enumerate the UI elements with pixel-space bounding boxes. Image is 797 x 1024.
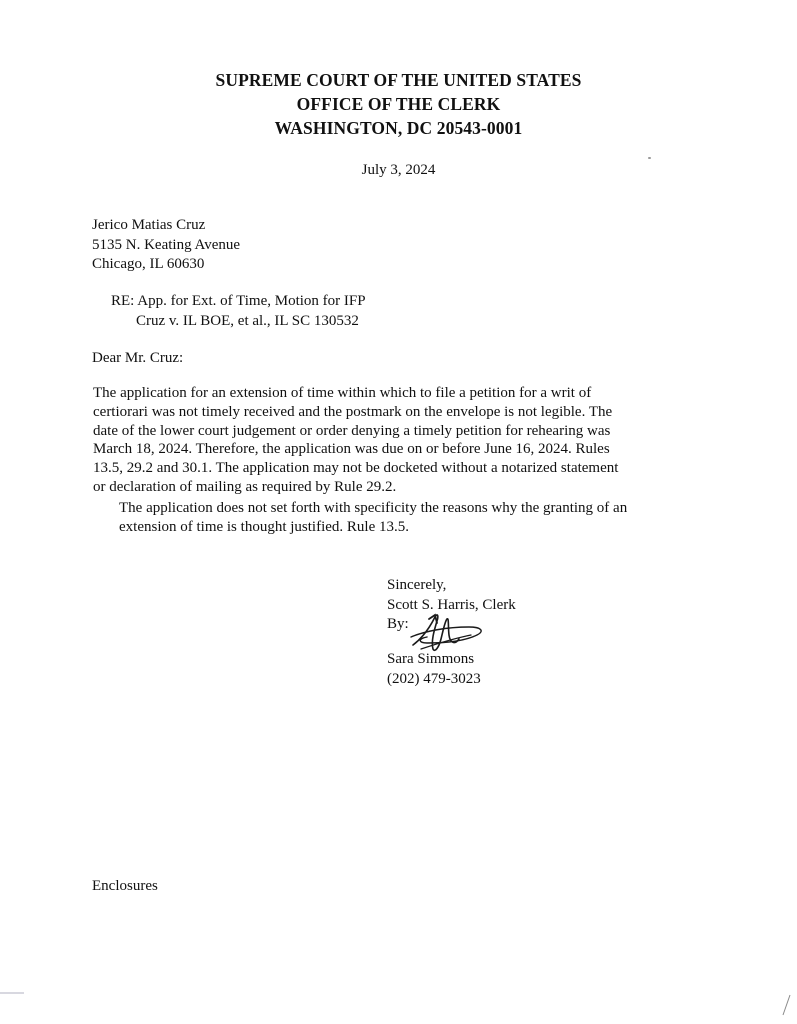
scan-edge-mark [0,990,26,996]
letterhead [0,68,797,140]
recipient-name: Jerico Matias Cruz [92,217,206,233]
by-label: By: [387,616,409,632]
body-line: The application for an extension of time within which to file a petition for a writ of [93,385,592,401]
deputy-clerk-name: Sara Simmons [387,651,475,667]
body-paragraph-1 [93,384,653,497]
body-line: or declaration of mailing as required by Rule 29.2. [93,478,397,495]
recipient-street: 5135 N. Keating Avenue [92,236,241,253]
recipient-address [92,216,240,275]
body-line: extension of time is thought justified. Rule 13.5. [119,519,409,535]
salutation: Dear Mr. Cruz: [92,350,184,366]
handwritten-signature-icon [407,609,487,657]
letterhead-office: OFFICE OF THE CLERK [296,94,501,114]
signer-name: Scott S. Harris, Clerk [387,596,516,613]
body-line: March 18, 2024. Therefore, the application was due on or before June 16, 2024. Rules [93,441,610,458]
body-paragraph-2 [119,499,679,537]
recipient-city: Chicago, IL 60630 [92,256,205,272]
scan-speck [648,157,651,159]
letter-date: July 3, 2024 [361,162,436,178]
enclosures-label: Enclosures [92,878,158,894]
deputy-phone: (202) 479-3023 [387,670,481,687]
body-line: 13.5, 29.2 and 30.1. The application may not be docketed without a notarized statement [93,460,619,477]
body-line: date of the lower court judgement or order denying a timely petition for rehearing was [93,422,611,439]
signature-row [387,615,516,650]
body-line: The application does not set forth with specificity the reasons why the granting of an [119,500,628,516]
re-subject: RE: App. for Ext. of Time, Motion for IFP [111,293,366,309]
letterhead-court-name: SUPREME COURT OF THE UNITED STATES [215,70,582,90]
re-block [111,292,366,331]
closing-block [387,576,516,689]
scan-corner-mark [781,994,791,1016]
body-line: certiorari was not timely received and the postmark on the envelope is not legible. The [93,403,613,420]
letterhead-address: WASHINGTON, DC 20543-0001 [274,118,523,138]
re-case: Cruz v. IL BOE, et al., IL SC 130532 [136,312,359,329]
valediction: Sincerely, [387,577,447,593]
